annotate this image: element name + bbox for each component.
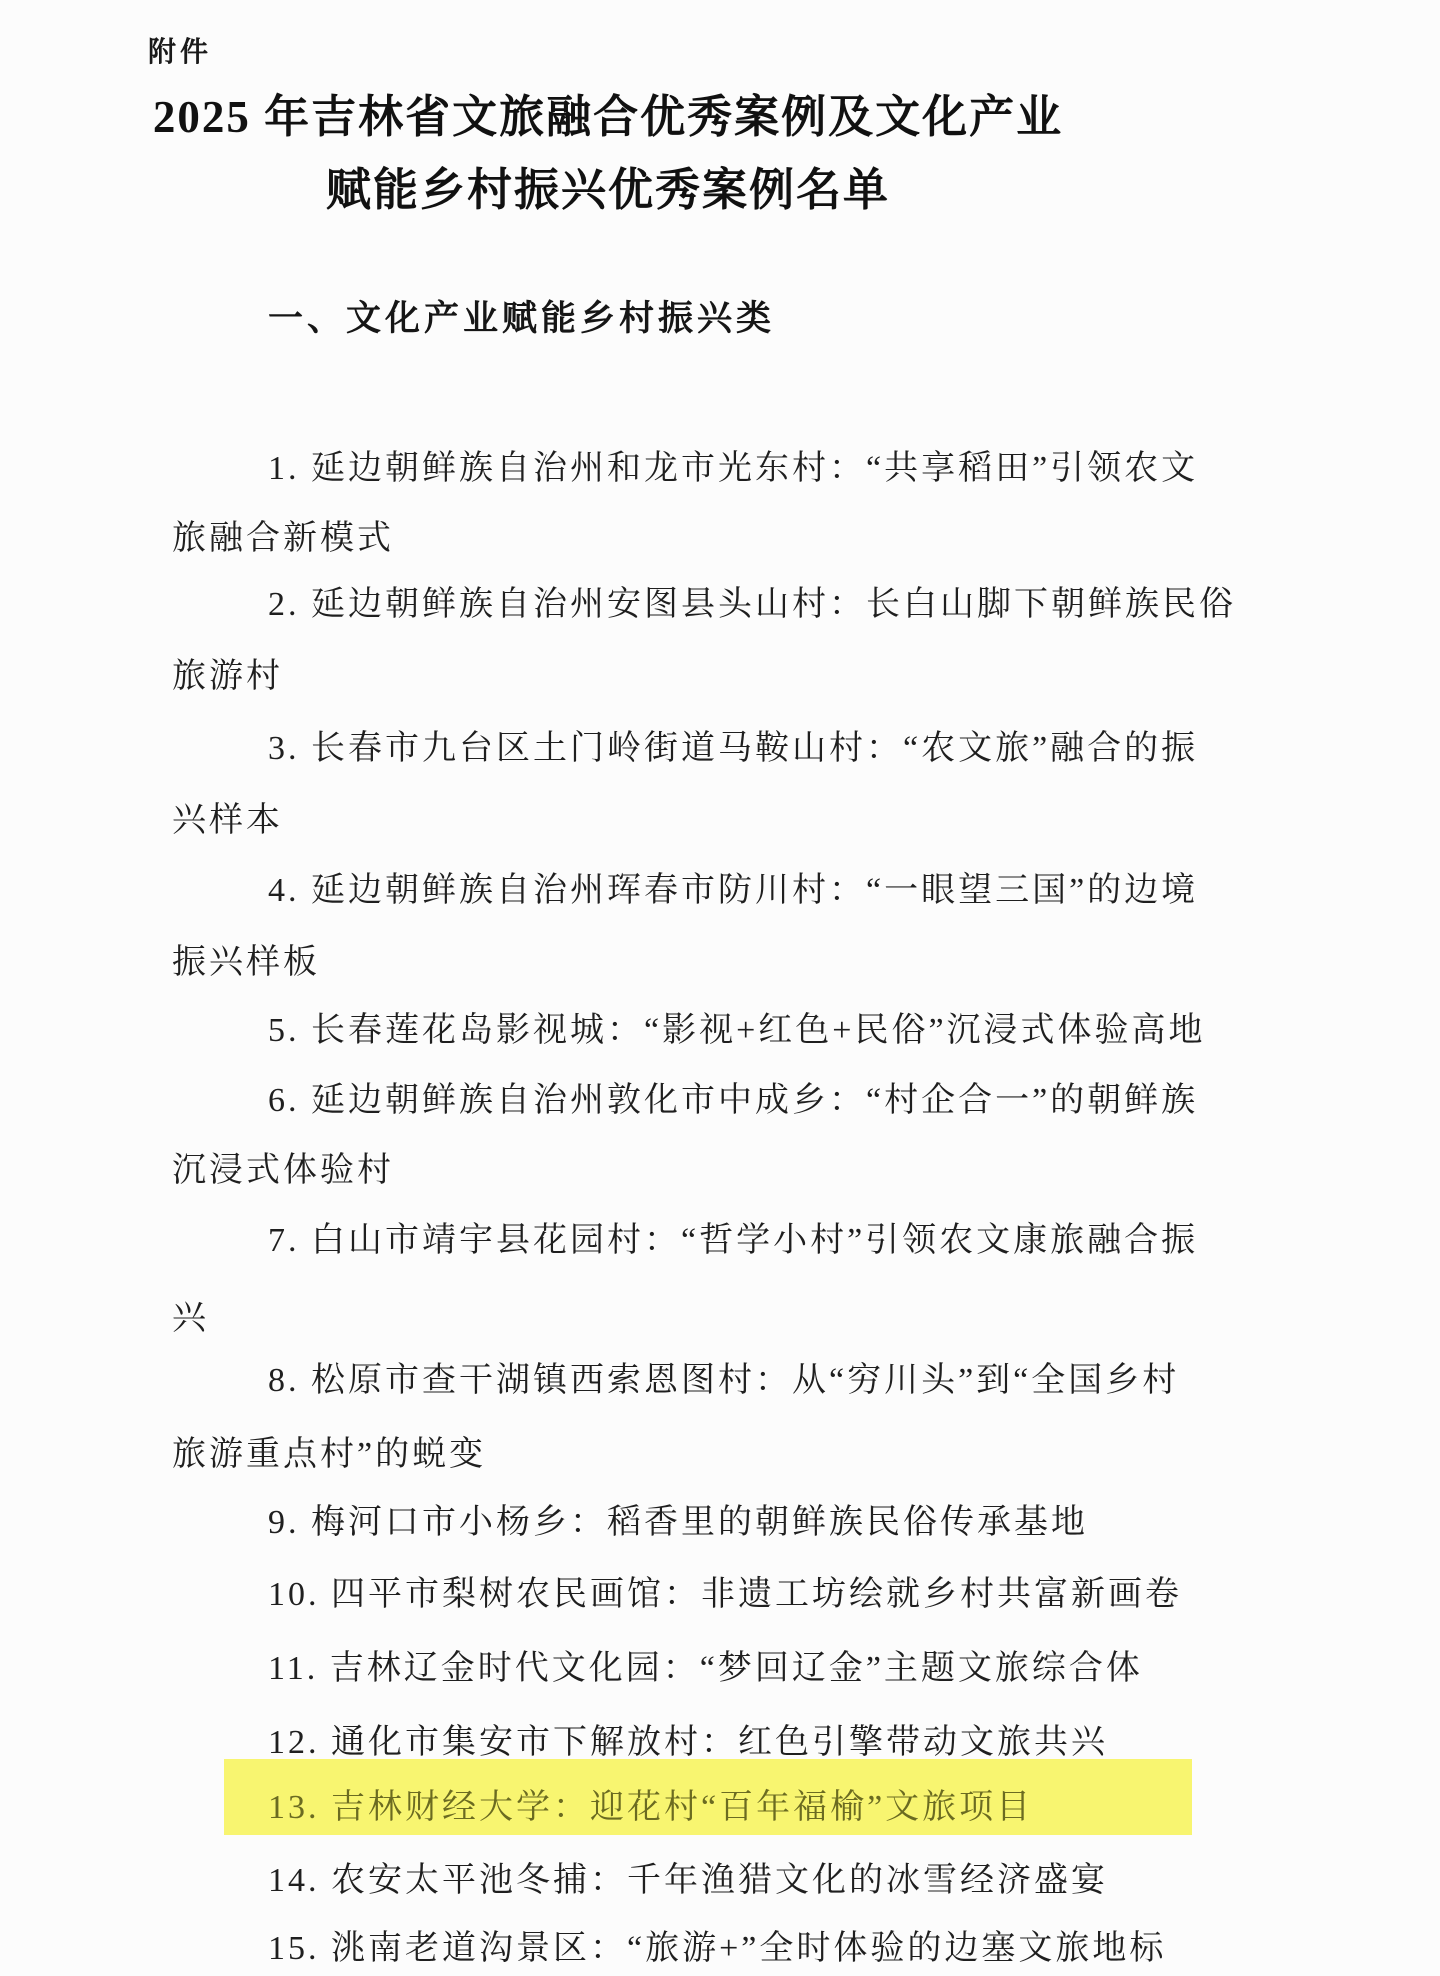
case-item-6-line-1: 6. 延边朝鲜族自治州敦化市中成乡：“村企合一”的朝鲜族 (268, 1082, 1199, 1119)
case-item-9-line-1: 9. 梅河口市小杨乡：稻香里的朝鲜族民俗传承基地 (268, 1504, 1088, 1541)
case-item-4-line-1: 4. 延边朝鲜族自治州珲春市防川村：“一眼望三国”的边境 (268, 872, 1199, 909)
case-item-6-line-2: 沉浸式体验村 (172, 1152, 394, 1189)
case-item-1-line-1: 1. 延边朝鲜族自治州和龙市光东村：“共享稻田”引领农文 (268, 450, 1199, 487)
case-item-2-line-1: 2. 延边朝鲜族自治州安图县头山村：长白山脚下朝鲜族民俗 (268, 586, 1236, 623)
case-item-2-line-2: 旅游村 (172, 658, 283, 695)
case-item-3-line-1: 3. 长春市九台区土门岭街道马鞍山村：“农文旅”融合的振 (268, 730, 1199, 767)
case-item-7-line-1: 7. 白山市靖宇县花园村：“哲学小村”引领农文康旅融合振 (268, 1222, 1199, 1259)
document-title-line-1: 2025 年吉林省文旅融合优秀案例及文化产业 (152, 92, 1064, 142)
attachment-label: 附件 (148, 36, 213, 67)
case-item-10-line-1: 10. 四平市梨树农民画馆：非遗工坊绘就乡村共富新画卷 (268, 1576, 1182, 1613)
case-item-1-line-2: 旅融合新模式 (172, 520, 394, 557)
case-item-4-line-2: 振兴样板 (172, 944, 320, 981)
case-item-11-line-1: 11. 吉林辽金时代文化园：“梦回辽金”主题文旅综合体 (268, 1650, 1143, 1687)
case-item-3-line-2: 兴样本 (172, 802, 283, 839)
section-heading: 一、文化产业赋能乡村振兴类 (268, 299, 776, 338)
case-item-7-line-2: 兴 (172, 1300, 209, 1337)
case-item-8-line-2: 旅游重点村”的蜕变 (172, 1436, 487, 1473)
case-item-5-line-1: 5. 长春莲花岛影视城：“影视+红色+民俗”沉浸式体验高地 (268, 1012, 1206, 1049)
case-item-15-line-1: 15. 洮南老道沟景区：“旅游+”全时体验的边塞文旅地标 (268, 1930, 1167, 1967)
case-item-12-line-1: 12. 通化市集安市下解放村：红色引擎带动文旅共兴 (268, 1724, 1108, 1761)
case-item-13-line-1-highlighted: 13. 吉林财经大学：迎花村“百年福榆”文旅项目 (268, 1789, 1034, 1826)
case-item-8-line-1: 8. 松原市查干湖镇西索恩图村：从“穷川头”到“全国乡村 (268, 1362, 1180, 1399)
case-item-14-line-1: 14. 农安太平池冬捕：千年渔猎文化的冰雪经济盛宴 (268, 1862, 1108, 1899)
document-title-line-2: 赋能乡村振兴优秀案例名单 (325, 165, 890, 215)
